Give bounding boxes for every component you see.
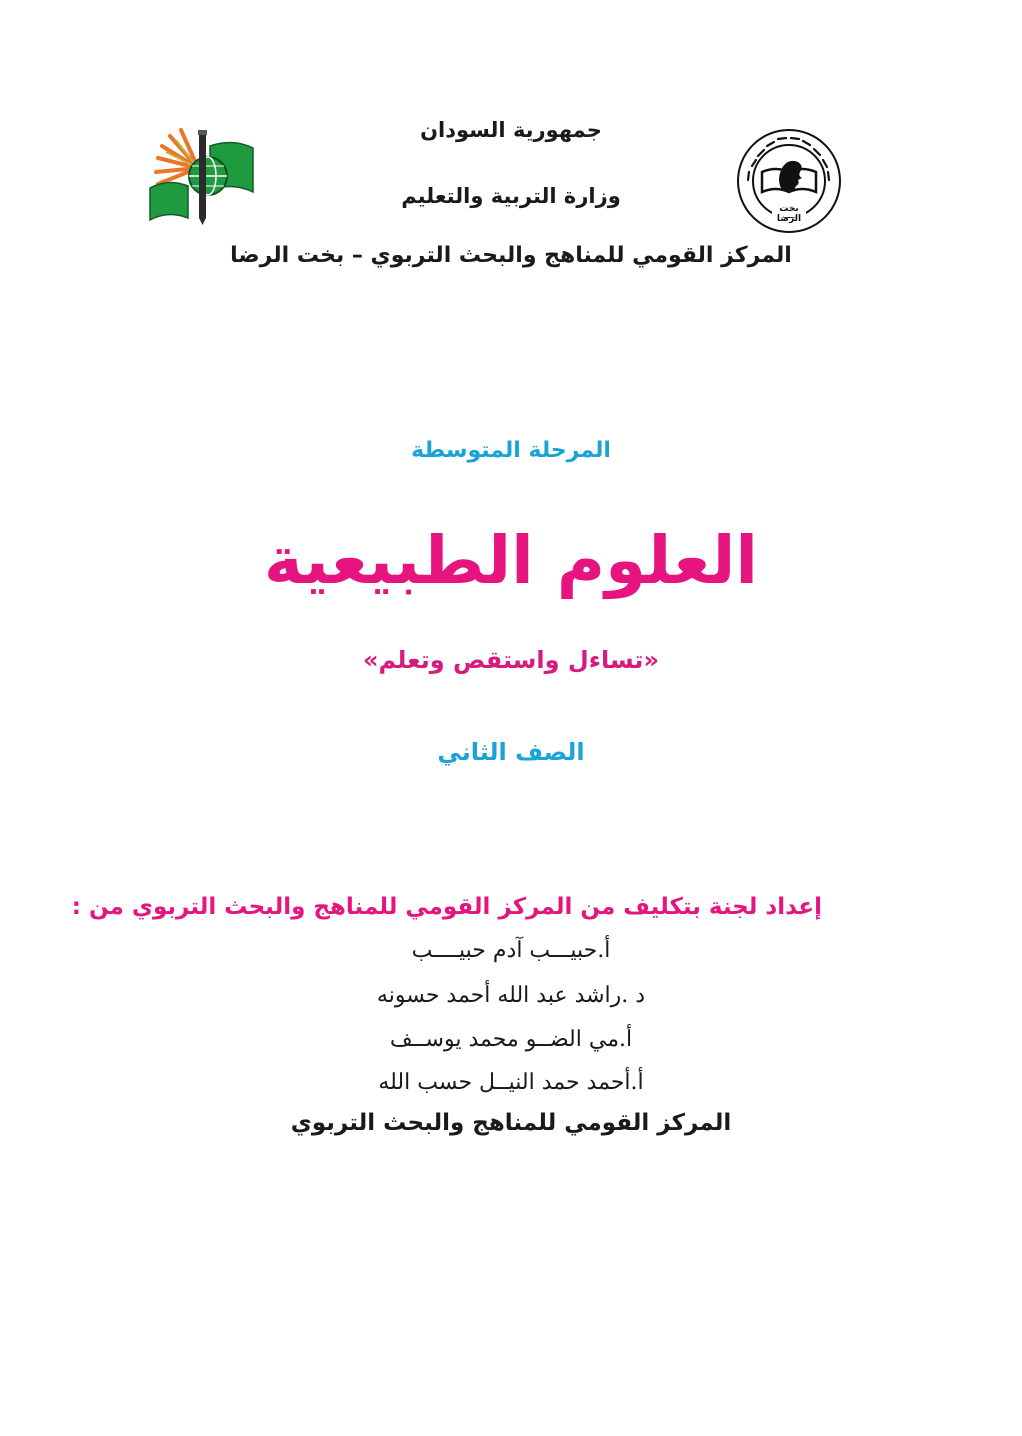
stage-label: المرحلة المتوسطة <box>411 438 611 463</box>
republic-heading: جمهورية السودان <box>420 118 602 142</box>
author-1: أ.حبيـــب آدم حبيــــب <box>411 938 611 963</box>
ministry-heading: وزارة التربية والتعليم <box>401 184 621 208</box>
seal-bottom-text: بخت الرضا <box>776 204 802 224</box>
grade-label: الصف الثاني <box>437 738 585 766</box>
flag-globe-icon <box>148 128 258 226</box>
center-heading: المركز القومي للمناهج والبحث التربوي – بخت الرضا <box>230 243 792 268</box>
author-4: أ.أحمد حمد النيــل حسب الله <box>378 1070 644 1095</box>
prepared-by-line: إعداد لجنة بتكليف من المركز القومي للمناهج والبحث التربوي من : <box>71 894 822 920</box>
footer-center-name: المركز القومي للمناهج والبحث التربوي <box>290 1110 732 1136</box>
author-2: د .راشد عبد الله أحمد حسونه <box>376 983 646 1008</box>
ministry-logo <box>148 128 258 226</box>
author-3: أ.مي الضــو محمد يوســف <box>389 1027 633 1052</box>
book-subtitle: «تساءل واستقص وتعلم» <box>363 646 659 674</box>
book-title: العلوم الطبيعية <box>263 522 759 599</box>
curriculum-center-seal <box>736 128 842 234</box>
